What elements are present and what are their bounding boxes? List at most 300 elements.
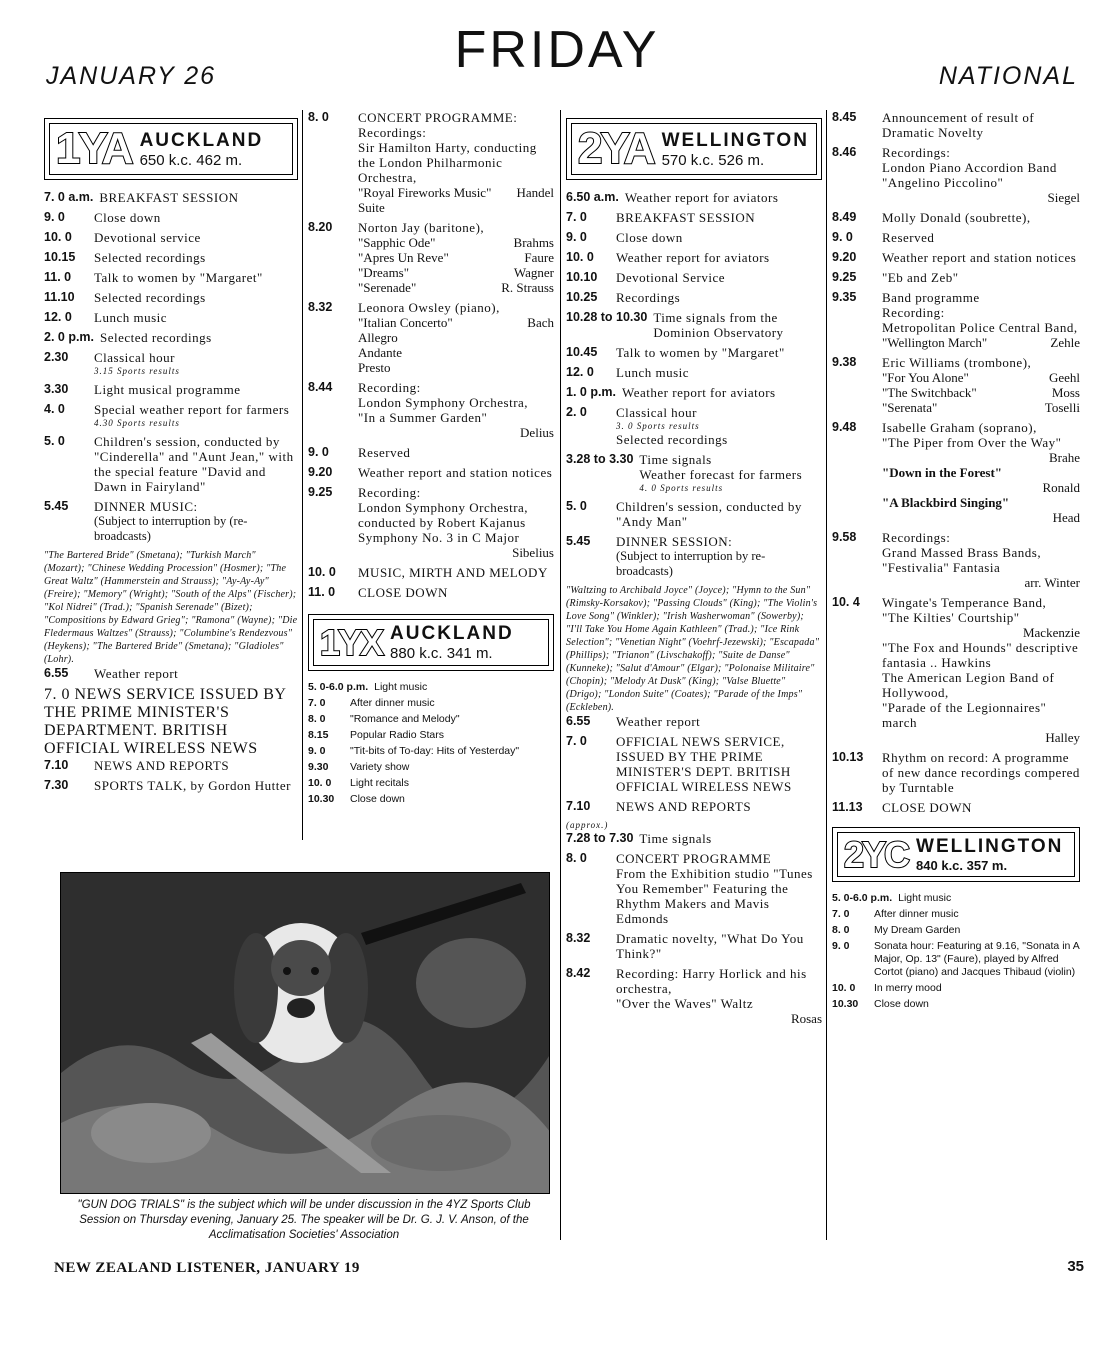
programme-detail (616, 534, 822, 579)
news-service: 7. 0 NEWS SERVICE ISSUED BY THE PRIME MINISTER'S DEPARTMENT. BRITISH OFFICIAL WIRELESS NEWS (44, 686, 286, 757)
programme-detail (616, 734, 822, 794)
time-label: 7. 0 a.m. (44, 190, 94, 204)
time-label: 4. 0 (44, 402, 65, 416)
composer: Zehle (1050, 335, 1080, 350)
movement: Presto (358, 360, 391, 375)
programme-detail (882, 145, 1080, 205)
piece-row (882, 335, 1080, 350)
column-divider (560, 110, 561, 1240)
time-label: 5. 0-6.0 p.m. (308, 681, 369, 693)
time-label: 9.38 (832, 355, 857, 369)
composer: Wagner (513, 265, 554, 280)
composer: Head (1052, 510, 1080, 525)
time-label: 9. 0 (308, 445, 329, 459)
time-label: 10. 0 (308, 565, 336, 579)
programme-detail (616, 499, 822, 529)
time-label: 9. 0 (44, 210, 65, 224)
programme-detail (616, 230, 822, 245)
piece-row (882, 385, 1080, 400)
composer: Ronald (1042, 480, 1080, 495)
time-label: 2.30 (44, 350, 69, 364)
piece-row (358, 250, 554, 265)
programme-entry (566, 405, 822, 447)
station-box-2yc (832, 827, 1080, 882)
programme-line: Recording: (358, 380, 421, 395)
time-label: 9. 0 (832, 940, 850, 952)
programme-line: CLOSE DOWN (358, 585, 448, 600)
programme-list (832, 892, 1080, 1011)
time-label: 10. 0 (832, 982, 856, 994)
programme-detail: Close down (350, 793, 405, 805)
composer: Brahms (513, 235, 554, 250)
time-label: 9.20 (832, 250, 857, 264)
programme-line: Recordings: (882, 530, 951, 545)
time-label: 9.30 (308, 761, 329, 773)
programme-entry (566, 499, 822, 529)
programme-title: Classical hour (616, 405, 698, 420)
programme-title: OFFICIAL NEWS SERVICE, ISSUED BY THE PRIME MINISTER'S DEPT. BRITISH OFFICIAL WIRELESS NEWS (616, 734, 792, 794)
programme-list (308, 681, 554, 806)
programme-line: Sir Hamilton Harty, conducting the London Philharmonic Orchestra, (358, 140, 537, 185)
station-box-1yx (308, 614, 554, 671)
programme-detail: After dinner music (350, 697, 435, 709)
programme-detail (94, 290, 298, 305)
programme-title: Special weather report for farmers (94, 402, 290, 417)
programme-title: Weather report for aviators (616, 250, 770, 265)
programme-line: Announcement of result of Dramatic Novelty (882, 110, 1035, 140)
programme-title: Weather report (94, 666, 179, 681)
programme-line: London Symphony Orchestra, (358, 395, 529, 410)
station-logo: 2YC (844, 833, 909, 875)
time-label: 12. 0 (566, 365, 594, 379)
programme-line: Grand Massed Brass Bands, (882, 545, 1042, 560)
programme-detail: Popular Radio Stars (350, 729, 444, 741)
programme-detail (616, 210, 822, 225)
time-label: 6.55 (566, 714, 591, 728)
programme-detail (94, 758, 298, 773)
programme-detail (358, 585, 554, 600)
programme-entry (44, 210, 298, 225)
programme-detail: My Dream Garden (874, 924, 961, 936)
programme-detail (94, 666, 298, 681)
programme-line: Selected recordings (616, 432, 728, 447)
time-label: 10.30 (308, 793, 335, 805)
programme-line: London Symphony Orchestra, conducted by Robert Kajanus (358, 500, 529, 530)
programme-detail (882, 290, 1080, 350)
programme-entry (44, 250, 298, 265)
programme-detail: After dinner music (874, 908, 959, 920)
time-label: 8. 0 (308, 110, 329, 124)
programme-detail (94, 230, 298, 245)
programme-title: Time signals from the Dominion Observatory (653, 310, 784, 340)
programme-line: Symphony No. 3 in C Major (358, 530, 520, 545)
programme-note: (Subject to interruption by (re-broadcasts) (94, 514, 248, 543)
programme-detail (94, 250, 298, 265)
piece-title: "Apres Un Reve" (358, 250, 449, 265)
programme-entry (308, 300, 554, 375)
composer: Delius (520, 425, 554, 440)
time-label: 8.49 (832, 210, 857, 224)
piece-title: "Wellington March" (882, 335, 988, 350)
time-label: 8. 0 (308, 713, 326, 725)
programme-detail: Variety show (350, 761, 410, 773)
programme-entry (832, 940, 1080, 979)
programme-list (566, 190, 822, 1026)
programme-entry (566, 734, 822, 794)
programme-entry (44, 290, 298, 305)
time-label: 2. 0 (566, 405, 587, 419)
time-label: 7.10 (566, 799, 591, 813)
piece-title: "Serenata" (882, 400, 938, 415)
programme-detail (94, 382, 298, 397)
piece-row (358, 280, 554, 295)
programme-title: NEWS AND REPORTS (94, 758, 230, 773)
station-frequency: 840 k.c. 357 m. (916, 858, 1008, 873)
programme-entry (566, 210, 822, 225)
programme-line: CLOSE DOWN (882, 800, 972, 815)
programme-note: (Subject to interruption by re-broadcasts) (616, 549, 766, 578)
piece-row (358, 185, 554, 215)
time-label: 9. 0 (308, 745, 326, 757)
programme-detail: Sonata hour: Featuring at 9.16, "Sonata in A Major, Op. 13" (Faure), played by Alfred Cortot (piano) and Jacques Thibaud (violin) (874, 940, 1080, 978)
time-label: 7.28 to 7.30 (566, 831, 634, 845)
programme-entry (566, 385, 822, 400)
programme-entry (308, 697, 554, 710)
piece-title: "Dreams" (358, 265, 410, 280)
programme-detail (358, 485, 554, 560)
time-label: 8. 0 (566, 851, 587, 865)
composer: R. Strauss (501, 280, 554, 295)
time-label: 10.10 (566, 270, 598, 284)
time-label: 10.45 (566, 345, 598, 359)
programme-entry (44, 190, 298, 205)
programme-entry (566, 365, 822, 380)
programme-entry (832, 530, 1080, 590)
piece-row (358, 265, 554, 280)
programme-entry (44, 382, 298, 397)
programme-detail (616, 799, 822, 814)
station-frequency: 570 k.c. 526 m. (661, 151, 765, 169)
composer: Rosas (790, 1011, 822, 1026)
time-label: 9.58 (832, 530, 857, 544)
time-label: 8.45 (832, 110, 857, 124)
programme-detail (94, 210, 298, 225)
programme-title: Weather report (616, 714, 701, 729)
programme-detail (616, 931, 822, 961)
programme-title: NEWS AND REPORTS (616, 799, 752, 814)
programme-detail (616, 714, 822, 729)
piece-row (882, 400, 1080, 415)
programme-entry (44, 270, 298, 285)
programme-entry (832, 750, 1080, 795)
programme-detail: "Romance and Melody" (350, 713, 460, 725)
time-label: 12. 0 (44, 310, 72, 324)
programme-line: "The Fox and Hounds" descriptive fantasia .. Hawkins (882, 640, 1079, 670)
programme-detail (358, 380, 554, 440)
programme-title: Selected recordings (100, 330, 212, 345)
programme-entry (566, 931, 822, 961)
programme-line: Weather report and station notices (358, 465, 553, 480)
time-label: 7. 0 (308, 697, 326, 709)
programme-title: Classical hour (94, 350, 176, 365)
time-label: 10. 4 (832, 595, 860, 609)
programme-title: Devotional service (94, 230, 201, 245)
programme-detail (616, 250, 822, 265)
time-label: 11. 0 (44, 270, 72, 284)
programme-detail: In merry mood (874, 982, 942, 994)
piece-title: "Serenade" (358, 280, 417, 295)
programme-detail (616, 405, 822, 447)
programme-entry (308, 220, 554, 295)
programme-entry (832, 908, 1080, 921)
programme-detail (100, 330, 298, 345)
time-label: 1. 0 p.m. (566, 385, 617, 399)
programme-entry (566, 966, 822, 1026)
programme-detail: Light music (898, 892, 952, 904)
programme-detail (882, 595, 1080, 745)
programme-detail (94, 434, 298, 494)
time-label: 8. 0 (832, 924, 850, 936)
gun-dog-photo (60, 872, 550, 1194)
programme-entry (832, 892, 1080, 905)
composer: Faure (524, 250, 554, 265)
programme-entry (566, 270, 822, 285)
programme-detail (882, 355, 1080, 415)
column-1ya-evening (308, 110, 554, 809)
programme-entry (308, 713, 554, 726)
time-label: 10.28 to 10.30 (566, 310, 648, 324)
programme-title: Talk to women by "Margaret" (616, 345, 785, 360)
station-city: WELLINGTON (916, 836, 1064, 857)
programme-detail (358, 465, 554, 480)
programme-detail (616, 851, 822, 926)
programme-detail (622, 385, 822, 400)
programme-title: Time signals (639, 452, 712, 467)
programme-title: BREAKFAST SESSION (99, 190, 239, 205)
programme-entry (566, 851, 822, 926)
programme-entry (832, 250, 1080, 265)
programme-detail (882, 750, 1080, 795)
piece-title: "A Blackbird Singing" (882, 495, 1010, 510)
date-header: JANUARY 26 (46, 62, 217, 90)
time-label: 11.13 (832, 800, 863, 814)
programme-detail (358, 445, 554, 460)
photo-caption: "GUN DOG TRIALS" is the subject which will be under discussion in the 4YZ Sports Club Session on Thursday evening, January 25. The speaker will be Dr. G. J. V. Anson, of the Acclimatisation Societies' Association (77, 1199, 531, 1241)
composer: Brahe (1048, 450, 1080, 465)
programme-detail (882, 110, 1080, 140)
programme-entry (832, 595, 1080, 745)
time-label: 9.25 (832, 270, 857, 284)
programme-detail (639, 452, 822, 494)
programme-detail: Light recitals (350, 777, 409, 789)
programme-line: Reserved (882, 230, 935, 245)
programme-entry (566, 452, 822, 494)
programme-entry (566, 310, 822, 340)
time-label: 5.45 (566, 534, 591, 548)
programme-line: Weather report and station notices (882, 250, 1077, 265)
network-header: NATIONAL (938, 62, 1078, 90)
programme-detail (94, 270, 298, 285)
programme-entry (308, 485, 554, 560)
sports-note: 4. 0 Sports results (639, 483, 724, 493)
programme-detail (639, 831, 822, 846)
sports-note: 3.15 Sports results (94, 366, 180, 376)
composer: Sibelius (512, 545, 554, 560)
station-city: AUCKLAND (390, 623, 514, 644)
time-label: 10.25 (566, 290, 598, 304)
sports-note: 4.30 Sports results (94, 418, 180, 428)
composer: Bach (527, 315, 554, 330)
programme-title: DINNER MUSIC: (94, 499, 198, 514)
page-number: 35 (1067, 1258, 1084, 1275)
programme-title: CONCERT PROGRAMME (616, 851, 772, 866)
programme-entry (308, 445, 554, 460)
programme-title: Close down (94, 210, 161, 225)
composer: Moss (1051, 385, 1080, 400)
programme-line: Molly Donald (soubrette), (882, 210, 1031, 225)
composer: Handel (516, 185, 554, 200)
programme-detail (653, 310, 822, 340)
programme-entry (44, 778, 298, 793)
programme-entry (44, 230, 298, 245)
programme-detail (94, 402, 298, 429)
programme-line: "Angelino Piccolino" (882, 175, 1004, 190)
programme-line: "The Piper from Over the Way" (882, 435, 1062, 450)
programme-title: Selected recordings (94, 250, 206, 265)
programme-entry (308, 777, 554, 790)
programme-detail (882, 250, 1080, 265)
programme-detail (882, 530, 1080, 590)
programme-detail (882, 420, 1080, 525)
composer: Toselli (1044, 400, 1080, 415)
programme-entry (566, 831, 822, 846)
time-label: 7. 0 (832, 908, 850, 920)
time-label: 5. 0 (44, 434, 65, 448)
station-logo: 1YA (56, 124, 132, 173)
programme-title: Lunch music (616, 365, 690, 380)
programme-line: "The Kilties' Courtship" (882, 610, 1020, 625)
programme-entry (44, 402, 298, 429)
approx-note: (approx.) (566, 820, 609, 830)
programme-entry (44, 499, 298, 544)
programme-title: Dramatic novelty, "What Do You Think?" (616, 931, 804, 961)
piece-title: "Down in the Forest" (882, 465, 1002, 480)
programme-title: Recording: Harry Horlick and his orchestra, (616, 966, 807, 996)
time-label: 6.50 a.m. (566, 190, 619, 204)
time-label: 11. 0 (308, 585, 336, 599)
programme-line: Recording: (882, 305, 945, 320)
programme-detail (99, 190, 298, 205)
programme-list (44, 190, 298, 793)
column-2ya (566, 110, 822, 1031)
time-label: 5.45 (44, 499, 69, 513)
programme-entry (566, 250, 822, 265)
time-label: 7. 0 (566, 734, 587, 748)
programme-detail (616, 966, 822, 1026)
programme-line: From the Exhibition studio "Tunes You Remember" Featuring the Rhythm Makers and Mavis Edmonds (616, 866, 813, 926)
station-box-1ya (44, 118, 298, 180)
programme-detail (358, 110, 554, 215)
time-label: 8.20 (308, 220, 333, 234)
programme-detail (358, 565, 554, 580)
programme-entry (832, 998, 1080, 1011)
time-label: 3.30 (44, 382, 69, 396)
time-label: 10. 0 (566, 250, 594, 264)
programme-entry (308, 745, 554, 758)
time-label: 9.25 (308, 485, 333, 499)
column-divider (302, 110, 303, 840)
programme-entry (44, 310, 298, 325)
programme-detail (616, 290, 822, 305)
programme-line: Recordings: (882, 145, 951, 160)
programme-entry (832, 230, 1080, 245)
programme-entry (832, 290, 1080, 350)
programme-title: Talk to women by "Margaret" (94, 270, 263, 285)
programme-line: "Eb and Zeb" (882, 270, 959, 285)
programme-entry (308, 761, 554, 774)
composer: Mackenzie (1022, 625, 1080, 640)
programme-detail (882, 210, 1080, 225)
programme-entry (308, 465, 554, 480)
programme-detail (94, 350, 298, 377)
movement: Andante (358, 345, 403, 360)
composer: arr. Winter (1024, 575, 1080, 590)
programme-title: Children's session, conducted by "Cinderella" and "Aunt Jean," with the special feature "David and Dawn in Fairyland" (94, 434, 294, 494)
programme-title: Devotional Service (616, 270, 725, 285)
time-label: 8.46 (832, 145, 857, 159)
programme-line: "Over the Waves" Waltz (616, 996, 754, 1011)
programme-line: CONCERT PROGRAMME: (358, 110, 518, 125)
programme-title: BREAKFAST SESSION (616, 210, 756, 225)
piece-row (882, 370, 1080, 385)
composer: Halley (1045, 730, 1080, 745)
time-label: 9. 0 (566, 230, 587, 244)
time-label: 10. 0 (44, 230, 72, 244)
movement: Allegro (358, 330, 398, 345)
programme-entry (832, 110, 1080, 140)
piece-title: "Sapphic Ode" (358, 235, 436, 250)
time-label: 8.15 (308, 729, 329, 741)
column-1ya (44, 110, 298, 798)
piece-title: "The Switchback" (882, 385, 977, 400)
programme-title: Close down (616, 230, 683, 245)
programme-list (832, 110, 1080, 815)
station-city: AUCKLAND (139, 129, 264, 151)
programme-entry (308, 565, 554, 580)
programme-title: DINNER SESSION: (616, 534, 733, 549)
programme-title: Lunch music (94, 310, 168, 325)
programme-line: Eric Williams (trombone), (882, 355, 1032, 370)
programme-line: Band programme (882, 290, 980, 305)
programme-detail (94, 499, 298, 544)
time-label: 10. 0 (308, 777, 332, 789)
station-logo: 1YX (320, 621, 383, 663)
programme-line: Wingate's Temperance Band, (882, 595, 1047, 610)
programme-entry (566, 714, 822, 729)
programme-entry (566, 799, 822, 814)
programme-line: "Parade of the Legionnaires" march (882, 700, 1047, 730)
time-label: 7.10 (44, 758, 69, 772)
programme-entry (44, 666, 298, 681)
programme-entry (832, 982, 1080, 995)
composer: Siegel (1047, 190, 1080, 205)
composer: Geehl (1048, 370, 1080, 385)
programme-detail: Light music (374, 681, 428, 693)
station-frequency: 880 k.c. 341 m. (390, 645, 493, 662)
sports-note: 3. 0 Sports results (616, 421, 700, 431)
programme-detail (616, 270, 822, 285)
programme-entry (44, 758, 298, 773)
